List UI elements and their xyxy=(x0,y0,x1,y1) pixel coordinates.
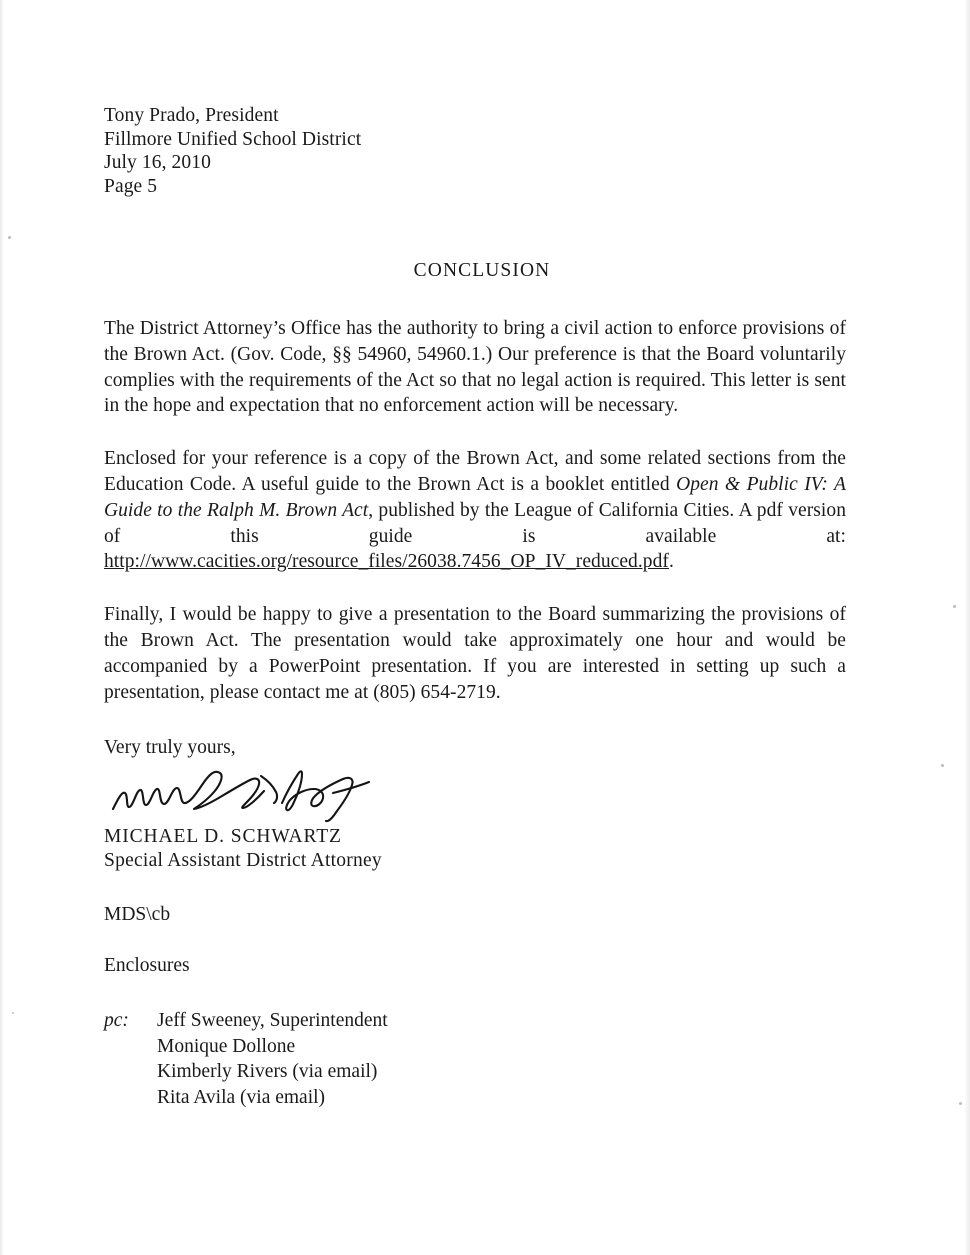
signature-block xyxy=(104,825,846,873)
section-title: CONCLUSION xyxy=(413,260,551,281)
page-number: Page 5 xyxy=(104,175,158,197)
scan-speck xyxy=(959,1102,962,1105)
scan-speck xyxy=(941,764,944,767)
guide-pdf-link[interactable]: http://www.cacities.org/resource_files/26038.7456_OP_IV_reduced.pdf xyxy=(104,551,669,573)
paragraph-presentation-offer: Finally, I would be happy to give a presentation to the Board summarizing the provisions of the Brown Act. The presentation would take approximately one hour and would be accompanied by a PowerPoint presentation. If you are interested in setting up such a presentation, please contact me at (805) 654-2719. xyxy=(104,604,846,703)
signature-image xyxy=(110,763,450,825)
list-item: Rita Avila (via email) xyxy=(157,1086,326,1108)
paragraph-2-text-part2: , published by the League of California Cities. A pdf version of this guide is available at: xyxy=(104,499,846,547)
signer-name: MICHAEL D. SCHWARTZ xyxy=(104,826,342,848)
copy-label: pc: xyxy=(104,1010,129,1032)
closing-salutation: Very truly yours, xyxy=(104,737,236,759)
scan-speck xyxy=(953,605,956,608)
copy-recipient-list xyxy=(157,1008,388,1110)
list-item: Monique Dollone xyxy=(157,1035,296,1057)
scan-edge-left xyxy=(0,0,4,1255)
scan-speck xyxy=(8,236,11,239)
typist-initials: MDS\cb xyxy=(104,904,171,926)
letter-heading-block xyxy=(104,104,846,198)
list-item: Jeff Sweeney, Superintendent xyxy=(157,1010,388,1032)
scan-edge-right xyxy=(964,0,970,1255)
enclosures-notation: Enclosures xyxy=(104,955,190,977)
paragraph-2-text-part3: . xyxy=(668,551,674,573)
addressee-organization: Fillmore Unified School District xyxy=(104,128,362,150)
paragraph-conclusion-authority: The District Attorney’s Office has the authority to bring a civil action to enforce provisions of the Brown Act. (Gov. Code, §§ 54960, 54960.1.) Our preference is that the Board voluntarily complies with the requirements of the Act so that no legal action is required. This letter is sent in the hope and expectation that no enforcement action will be necessary. xyxy=(104,318,846,417)
paragraph-enclosures-guide xyxy=(104,446,846,575)
addressee-name: Tony Prado, President xyxy=(104,105,279,126)
letter-date: July 16, 2010 xyxy=(104,152,211,173)
publication-title: Open & Public IV: A Guide to the Ralph M. Brown Act xyxy=(104,473,846,521)
list-item: Kimberly Rivers (via email) xyxy=(157,1061,378,1083)
signer-title: Special Assistant District Attorney xyxy=(104,850,382,872)
letter-body xyxy=(104,104,846,1110)
paragraph-2-text-part1: Enclosed for your reference is a copy of the Brown Act, and some related sections from the Education Code. A useful guide to the Brown Act is a booklet entitled xyxy=(104,448,846,495)
scan-speck xyxy=(12,1012,14,1014)
copy-recipients-block xyxy=(104,1008,846,1110)
